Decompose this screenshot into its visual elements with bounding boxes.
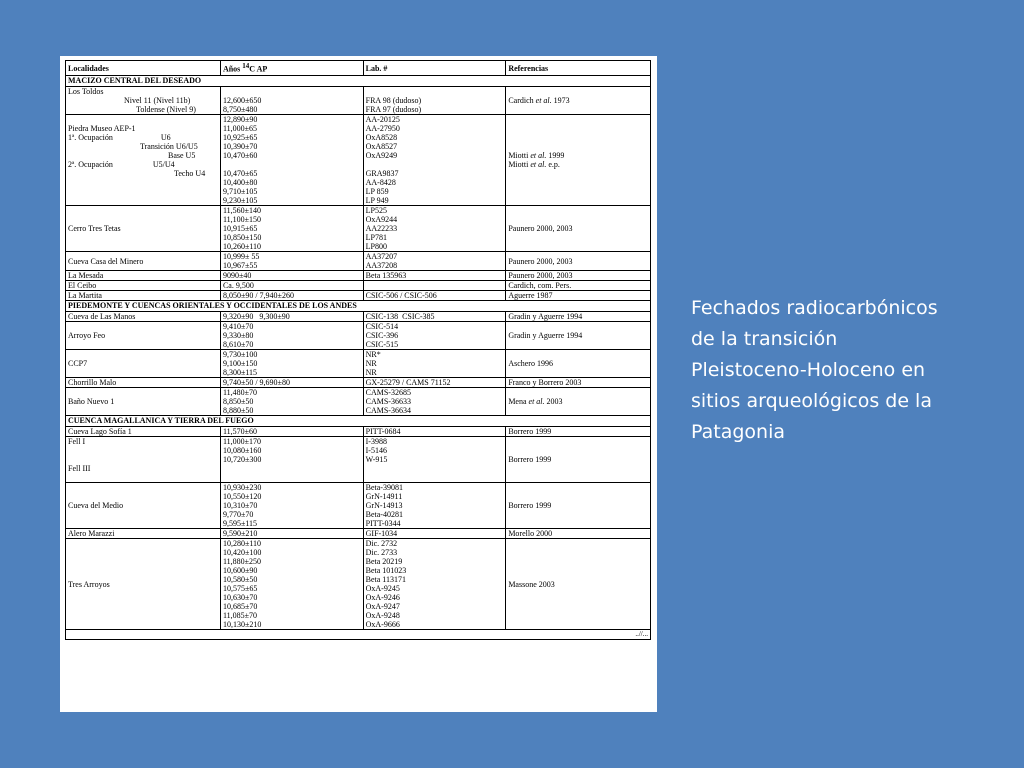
labs-cell: [363, 115, 506, 206]
ref-value: Paunero 2000, 2003: [506, 206, 651, 252]
lab-value: OxA-9247: [365, 602, 400, 611]
age-value: 12,600±650: [222, 96, 262, 105]
table-row: [66, 252, 651, 271]
site-name: La Martita: [66, 291, 221, 301]
age-value: 12,890±90: [222, 115, 258, 124]
age-value: 9,770±70: [222, 510, 254, 519]
lab-value: LP781: [365, 233, 387, 242]
lab-value: W-915: [365, 455, 388, 464]
section-row: [66, 76, 651, 87]
ref-value: Gradin y Aguerre 1994: [506, 312, 651, 322]
table-row: [66, 437, 651, 483]
lab-value: OxA-9666: [365, 620, 400, 629]
site-name: Piedra Museo AEP-1: [68, 124, 136, 133]
lab-value: LP 949: [365, 196, 389, 205]
lab-value: Dic. 2733: [365, 548, 398, 557]
ages-cell: [220, 350, 363, 378]
labs-cell: [363, 322, 506, 350]
table-row: [66, 483, 651, 529]
section-piedemonte: PIEDEMONTE Y CUENCAS ORIENTALES Y OCCIDENTALES DE LOS ANDES: [66, 301, 651, 312]
table-row: [66, 312, 651, 322]
ref-value: Borrero 1999: [506, 427, 651, 437]
lab-value: AA22233: [365, 224, 398, 233]
site-name: Arroyo Feo: [66, 322, 221, 350]
ref-value: Morello 2000: [506, 529, 651, 539]
lab-value: AA-20125: [365, 115, 400, 124]
age-value: 8,050±90 / 7,940±260: [220, 291, 363, 301]
site-sublevel: Toldense (Nivel 9): [136, 105, 196, 114]
labs-cell: [363, 388, 506, 416]
labs-cell: [363, 252, 506, 271]
lab-value: CSIC-514: [365, 322, 399, 331]
labs-cell: [363, 350, 506, 378]
age-value: 8,850±50: [222, 397, 254, 406]
lab-value: Dic. 2732: [365, 539, 398, 548]
age-value: 10,080±160: [222, 446, 262, 455]
ref-value: Cardich, com. Pers.: [506, 281, 651, 291]
labs-cell: [363, 539, 506, 630]
labs-cell: [363, 206, 506, 252]
ref-value: Mena et al. 2003: [506, 388, 651, 416]
section-row: [66, 301, 651, 312]
lab-value: I-3988: [365, 437, 387, 446]
lab-value: CSIC-515: [365, 340, 399, 349]
ages-cell: [220, 87, 363, 115]
ref-cell: [506, 87, 651, 115]
age-value: 10,580±50: [222, 575, 258, 584]
lab-value: OxA8527: [365, 142, 398, 151]
age-value: 11,085±70: [222, 611, 258, 620]
age-value: 10,575±65: [222, 584, 258, 593]
age-value: 10,470±60: [222, 151, 258, 160]
age-value: 10,915±65: [222, 224, 258, 233]
site-name: Tres Arroyos: [66, 539, 221, 630]
age-value: 9,710±105: [222, 187, 258, 196]
labs-cell: [363, 437, 506, 483]
ages-cell: [220, 483, 363, 529]
table-row: [66, 115, 651, 206]
age-value: 9090±40: [220, 271, 363, 281]
site-sublevel: Nivel 11 (Nivel 11b): [124, 96, 191, 105]
lab-value: CSIC-138 CSIC-385: [363, 312, 506, 322]
age-value: 11,100±150: [222, 215, 262, 224]
age-value: 10,925±65: [222, 133, 258, 142]
ages-cell: [220, 322, 363, 350]
age-value: 11,000±65: [222, 124, 258, 133]
age-value: 10,999± 55: [222, 252, 260, 261]
table-row: [66, 539, 651, 630]
lab-value: AA37207: [365, 252, 398, 261]
site-name: Cueva del Medio: [66, 483, 221, 529]
header-lab: Lab. #: [363, 61, 506, 76]
table-row: [66, 206, 651, 252]
site-name: La Mesada: [66, 271, 221, 281]
ref-value: Paunero 2000, 2003: [506, 252, 651, 271]
age-value: 9,330±80: [222, 331, 254, 340]
site-sublevel: Techo U4: [174, 169, 206, 178]
ref-value: Paunero 2000, 2003: [506, 271, 651, 281]
site-name: Cerro Tres Tetas: [66, 206, 221, 252]
header-anos-prefix: Años: [222, 64, 243, 74]
age-value: 10,550±120: [222, 492, 262, 501]
lab-value: PITT-0344: [365, 519, 401, 528]
lab-value: OxA-9248: [365, 611, 400, 620]
table-row: [66, 378, 651, 388]
labs-cell: [363, 87, 506, 115]
site-cell: [66, 437, 221, 483]
ref-value: Aguerre 1987: [506, 291, 651, 301]
age-value: 9,730±100: [222, 350, 258, 359]
lab-value: GrN-14913: [365, 501, 403, 510]
slide-caption: Fechados radiocarbónicos de la transición Pleistoceno-Holoceno en sitios arqueológicos de la Patagonia: [691, 297, 938, 443]
ages-cell: [220, 437, 363, 483]
lab-value: OxA9249: [365, 151, 398, 160]
table-row: [66, 529, 651, 539]
age-value: 9,595±115: [222, 519, 258, 528]
table-row: [66, 427, 651, 437]
lab-value: OxA-9246: [365, 593, 400, 602]
age-value: 10,720±300: [222, 455, 262, 464]
age-value: 9,410±70: [222, 322, 254, 331]
table-row: [66, 388, 651, 416]
lab-value: NR*: [365, 350, 381, 359]
age-value: 8,880±50: [222, 406, 254, 415]
radiocarbon-table: [65, 60, 651, 640]
lab-value: Beta 135963: [363, 271, 506, 281]
lab-value: GRA9837: [365, 169, 399, 178]
age-value: 10,260±110: [222, 242, 262, 251]
site-name: Cueva de Las Manos: [66, 312, 221, 322]
age-value: 10,850±150: [222, 233, 262, 242]
lab-value: CAMS-36634: [365, 406, 411, 415]
ref-cell: [506, 115, 651, 206]
age-value: 9,740±50 / 9,690±80: [220, 378, 363, 388]
age-value: 8,300±115: [222, 368, 258, 377]
ref-value: Gradin y Aguerre 1994: [506, 322, 651, 350]
ref-value: Miotti et al. e.p.: [508, 160, 560, 169]
lab-value: Beta 20219: [365, 557, 403, 566]
age-value: 9,100±150: [222, 359, 258, 368]
site-cell: [66, 115, 221, 206]
lab-value: Beta 101023: [365, 566, 407, 575]
lab-value: LP525: [365, 206, 387, 215]
lab-value: OxA9244: [365, 215, 398, 224]
age-value: 10,967±55: [222, 261, 258, 270]
ages-cell: [220, 115, 363, 206]
age-value: 11,570±60: [220, 427, 363, 437]
age-value: 10,420±100: [222, 548, 262, 557]
table-row: [66, 271, 651, 281]
lab-value: OxA8528: [365, 133, 398, 142]
lab-value: OxA-9245: [365, 584, 400, 593]
age-value: 9,230±105: [222, 196, 258, 205]
ages-cell: [220, 388, 363, 416]
site-name: Baño Nuevo 1: [66, 388, 221, 416]
site-name: Los Toldos: [68, 87, 104, 96]
site-name: Cueva Lago Sofía 1: [66, 427, 221, 437]
lab-value: CAMS-36633: [365, 397, 411, 406]
site-cell: [66, 87, 221, 115]
section-row: [66, 416, 651, 427]
lab-value: FRA 98 (dudoso): [365, 96, 422, 105]
header-anos-suffix: C AP: [249, 64, 268, 74]
ref-value: Massone 2003: [506, 539, 651, 630]
table-header-row: [66, 61, 651, 76]
lab-value: AA37208: [365, 261, 398, 270]
lab-value: PITT-0684: [363, 427, 506, 437]
age-value: 11,560±140: [222, 206, 262, 215]
ages-cell: [220, 539, 363, 630]
lab-value: LP800: [365, 242, 387, 251]
lab-value: Beta-39081: [365, 483, 403, 492]
lab-value: LP 859: [365, 187, 389, 196]
ref-value: Miotti et al. 1999: [508, 151, 565, 160]
footer-mark: ..//...: [66, 630, 651, 640]
table-row: [66, 281, 651, 291]
age-value: 10,400±80: [222, 178, 258, 187]
lab-value: GIF-1034: [363, 529, 506, 539]
lab-value: GrN-14911: [365, 492, 403, 501]
age-value: 9,590±210: [220, 529, 363, 539]
header-referencias: Referencias: [506, 61, 651, 76]
ref-value: Aschero 1996: [506, 350, 651, 378]
age-value: 8,750±480: [222, 105, 258, 114]
site-name: El Ceibo: [66, 281, 221, 291]
age-value: 10,630±70: [222, 593, 258, 602]
age-value: 11,000±170: [222, 437, 262, 446]
age-value: 10,600±90: [222, 566, 258, 575]
lab-value: I-5146: [365, 446, 387, 455]
lab-value: Beta 113171: [365, 575, 406, 584]
header-anos-sup: 14: [242, 62, 250, 71]
table-row: [66, 87, 651, 115]
site-name: Fell I: [68, 437, 86, 446]
site-name: Fell III: [68, 464, 91, 473]
age-value: 10,280±110: [222, 539, 262, 548]
site-sublevel: 1ª. Ocupación U6: [68, 133, 171, 142]
age-value: 10,390±70: [222, 142, 258, 151]
table-row: [66, 291, 651, 301]
site-name: CCP7: [66, 350, 221, 378]
age-value: 8,610±70: [222, 340, 254, 349]
lab-value: Beta-40281: [365, 510, 403, 519]
site-sublevel: 2ª. Ocupación U5/U4: [68, 160, 175, 169]
lab-value: AA-27950: [365, 124, 400, 133]
lab-value: GX-25279 / CAMS 71152: [363, 378, 506, 388]
ages-cell: [220, 252, 363, 271]
ref-value: Borrero 1999: [506, 437, 651, 483]
site-name: Cueva Casa del Minero: [66, 252, 221, 271]
header-anos: [220, 61, 363, 76]
labs-cell: [363, 483, 506, 529]
table-image: [60, 56, 657, 712]
lab-value: FRA 97 (dudoso): [365, 105, 422, 114]
ref-value: Borrero 1999: [506, 483, 651, 529]
age-value: 10,685±70: [222, 602, 258, 611]
age-value: 10,310±70: [222, 501, 258, 510]
lab-value: AA-8428: [365, 178, 396, 187]
site-sublevel: Transición U6/U5: [140, 142, 198, 151]
lab-value: NR: [365, 368, 377, 377]
site-name: Chorrillo Malo: [66, 378, 221, 388]
lab-value: NR: [365, 359, 377, 368]
lab-value: CSIC-506 / CSIC-506: [363, 291, 506, 301]
age-value: 11,880±250: [222, 557, 262, 566]
section-magallanica: CUENCA MAGALLANICA Y TIERRA DEL FUEGO: [66, 416, 651, 427]
table-row: [66, 322, 651, 350]
age-value: 10,930±230: [222, 483, 262, 492]
site-sublevel: Base U5: [168, 151, 196, 160]
table-footer-row: [66, 630, 651, 640]
ref-value: Cardich et al. 1973: [508, 96, 570, 105]
age-value: 11,480±70: [222, 388, 258, 397]
ref-value: Franco y Borrero 2003: [506, 378, 651, 388]
age-value: Ca. 9,500: [220, 281, 363, 291]
age-value: 9,320±90 9,300±90: [220, 312, 363, 322]
lab-value: CAMS-32685: [365, 388, 411, 397]
lab-value: [363, 281, 506, 291]
table-row: [66, 350, 651, 378]
lab-value: CSIC-396: [365, 331, 399, 340]
section-macizo: MACIZO CENTRAL DEL DESEADO: [66, 76, 651, 87]
age-value: 10,130±210: [222, 620, 262, 629]
header-localidades: Localidades: [66, 61, 221, 76]
site-name: Alero Marazzi: [66, 529, 221, 539]
age-value: 10,470±65: [222, 169, 258, 178]
ages-cell: [220, 206, 363, 252]
